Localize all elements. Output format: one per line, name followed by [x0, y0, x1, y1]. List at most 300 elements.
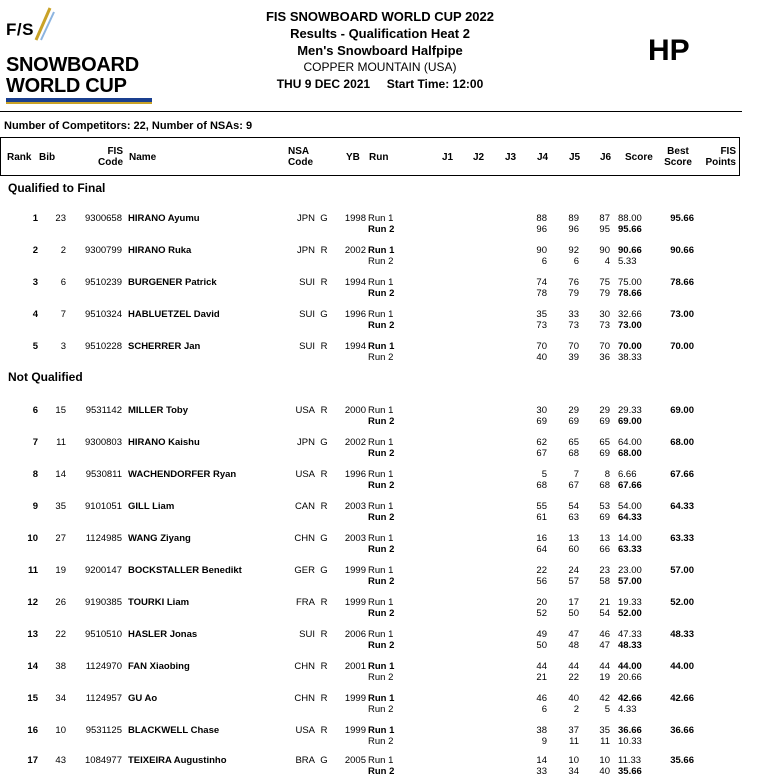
- judge-4-score: 35: [536, 309, 547, 320]
- judge-4-score: 70: [536, 341, 547, 352]
- judge-6-score: 10: [599, 755, 610, 766]
- row-rank: 2: [32, 245, 38, 256]
- judge-6-score: 23: [599, 565, 610, 576]
- judge-5-score: 54: [568, 501, 579, 512]
- run-score: 90.66: [618, 245, 642, 256]
- row-best-score: 48.33: [670, 629, 694, 640]
- judge-4-score: 90: [536, 245, 547, 256]
- row-bib: 7: [60, 309, 66, 320]
- judge-5-score: 92: [568, 245, 579, 256]
- run-label: Run 2: [368, 704, 394, 715]
- col-j4: J4: [537, 152, 549, 163]
- run-label: Run 1: [368, 469, 394, 480]
- logo-line-1: SNOWBOARD: [6, 54, 139, 76]
- run-score: 47.33: [618, 629, 642, 640]
- row-bib: 3: [60, 341, 66, 352]
- judge-6-score: 4: [604, 256, 610, 267]
- row-rank: 7: [32, 437, 38, 448]
- col-best-score-1: Best: [667, 146, 689, 157]
- judge-6-score: 73: [599, 320, 610, 331]
- row-fis-code: 9101051: [85, 501, 122, 512]
- row-nsa-code: JPN: [297, 245, 315, 256]
- row-year-born: 1996: [344, 469, 366, 480]
- judge-5-score: 10: [568, 755, 579, 766]
- row-bib: 22: [55, 629, 66, 640]
- event-date: THU 9 DEC 2021: [276, 77, 371, 91]
- judge-6-score: 69: [599, 512, 610, 523]
- judge-6-score: 53: [599, 501, 610, 512]
- row-stance: R: [320, 245, 328, 256]
- row-year-born: 2006: [344, 629, 366, 640]
- judge-5-score: 6: [573, 256, 579, 267]
- judge-6-score: 11: [600, 736, 610, 747]
- judge-4-score: 96: [536, 224, 547, 235]
- judge-5-score: 69: [568, 416, 579, 427]
- row-bib: 6: [60, 277, 66, 288]
- event-header: [230, 8, 530, 93]
- run-score: 10.33: [618, 736, 642, 747]
- run-score: 19.33: [618, 597, 642, 608]
- judge-6-score: 46: [599, 629, 610, 640]
- run-score: 48.33: [618, 640, 642, 651]
- row-fis-code: 1124985: [85, 533, 122, 544]
- row-athlete-name: HABLUETZEL David: [128, 309, 220, 320]
- row-rank: 3: [32, 277, 38, 288]
- row-rank: 8: [32, 469, 38, 480]
- row-rank: 17: [27, 755, 38, 766]
- row-rank: 4: [32, 309, 38, 320]
- run-score: 63.33: [618, 544, 642, 555]
- row-athlete-name: MILLER Toby: [128, 405, 188, 416]
- row-rank: 9: [32, 501, 38, 512]
- judge-6-score: 40: [599, 766, 610, 777]
- run-label: Run 1: [368, 693, 395, 704]
- row-stance: R: [320, 629, 328, 640]
- judge-6-score: 30: [599, 309, 610, 320]
- run-label: Run 1: [368, 597, 394, 608]
- judge-4-score: 73: [536, 320, 547, 331]
- row-year-born: 2005: [344, 755, 366, 766]
- row-best-score: 63.33: [670, 533, 694, 544]
- row-bib: 35: [55, 501, 66, 512]
- row-fis-code: 1084977: [85, 755, 122, 766]
- judge-6-score: 42: [599, 693, 610, 704]
- row-fis-code: 9510510: [85, 629, 122, 640]
- row-fis-code: 9200147: [85, 565, 122, 576]
- event-title: FIS SNOWBOARD WORLD CUP 2022: [265, 9, 494, 24]
- row-year-born: 1999: [344, 597, 366, 608]
- run-score: 73.00: [618, 320, 642, 331]
- row-rank: 12: [27, 597, 38, 608]
- judge-5-score: 73: [568, 320, 579, 331]
- run-score: 69.00: [618, 416, 642, 427]
- run-score: 67.66: [618, 480, 642, 491]
- run-score: 68.00: [618, 448, 642, 459]
- judge-5-score: 63: [568, 512, 579, 523]
- judge-5-score: 40: [568, 693, 579, 704]
- run-label: Run 1: [368, 277, 394, 288]
- judge-4-score: 55: [536, 501, 547, 512]
- judge-5-score: 76: [568, 277, 579, 288]
- judge-5-score: 34: [568, 766, 579, 777]
- row-best-score: 52.00: [670, 597, 694, 608]
- run-label: Run 1: [368, 437, 394, 448]
- run-label: Run 1: [368, 629, 394, 640]
- judge-5-score: 50: [568, 608, 579, 619]
- judge-6-score: 69: [599, 448, 610, 459]
- row-best-score: 44.00: [670, 661, 694, 672]
- row-fis-code: 9510228: [85, 341, 122, 352]
- col-fis-code-2: Code: [98, 157, 123, 168]
- judge-5-score: 17: [568, 597, 579, 608]
- col-j5: J5: [569, 152, 581, 163]
- judge-4-score: 16: [536, 533, 547, 544]
- row-year-born: 2001: [344, 661, 366, 672]
- row-stance: G: [320, 565, 328, 576]
- judge-4-score: 68: [536, 480, 547, 491]
- row-year-born: 1998: [344, 213, 366, 224]
- judge-4-score: 6: [541, 256, 547, 267]
- judge-4-score: 33: [536, 766, 547, 777]
- row-fis-code: 9300658: [85, 213, 122, 224]
- row-best-score: 73.00: [670, 309, 694, 320]
- run-label: Run 2: [368, 352, 394, 363]
- row-nsa-code: SUI: [299, 309, 315, 320]
- judge-4-score: 88: [536, 213, 547, 224]
- judge-4-score: 6: [541, 704, 547, 715]
- judge-6-score: 70: [599, 341, 610, 352]
- judge-6-score: 65: [599, 437, 610, 448]
- row-year-born: 1996: [344, 309, 366, 320]
- row-fis-code: 9510239: [85, 277, 122, 288]
- logo-line-2: WORLD CUP: [6, 75, 127, 97]
- row-best-score: 35.66: [670, 755, 694, 766]
- discipline-code: HP: [648, 34, 690, 67]
- competitors-summary: Number of Competitors: 22, Number of NSAs: 9: [4, 120, 253, 132]
- row-rank: 14: [27, 661, 38, 672]
- judge-5-score: 29: [568, 405, 579, 416]
- run-label: Run 2: [368, 416, 395, 427]
- row-bib: 23: [55, 213, 66, 224]
- row-bib: 15: [55, 405, 66, 416]
- col-j3: J3: [505, 152, 517, 163]
- judge-6-score: 54: [599, 608, 610, 619]
- row-athlete-name: GILL Liam: [128, 501, 175, 512]
- judge-5-score: 79: [568, 288, 579, 299]
- judge-5-score: 47: [568, 629, 579, 640]
- row-fis-code: 9190385: [85, 597, 122, 608]
- judge-4-score: 64: [536, 544, 547, 555]
- judge-4-score: 67: [536, 448, 547, 459]
- row-year-born: 1994: [344, 277, 366, 288]
- col-name: Name: [129, 152, 157, 163]
- judge-5-score: 44: [568, 661, 579, 672]
- row-nsa-code: SUI: [299, 341, 315, 352]
- run-label: Run 2: [368, 448, 395, 459]
- judge-4-score: 46: [536, 693, 547, 704]
- run-label: Run 1: [368, 213, 394, 224]
- run-score: 14.00: [618, 533, 642, 544]
- col-j6: J6: [600, 152, 612, 163]
- row-athlete-name: WANG Ziyang: [128, 533, 191, 544]
- row-fis-code: 9510324: [85, 309, 122, 320]
- row-nsa-code: SUI: [299, 629, 315, 640]
- row-stance: R: [320, 501, 328, 512]
- row-nsa-code: JPN: [297, 437, 315, 448]
- run-score: 11.33: [618, 755, 642, 766]
- judge-4-score: 5: [541, 469, 547, 480]
- judge-6-score: 35: [599, 725, 610, 736]
- run-label: Run 1: [368, 565, 394, 576]
- col-j1: J1: [442, 152, 454, 163]
- judge-6-score: 44: [599, 661, 610, 672]
- row-nsa-code: CHN: [294, 661, 315, 672]
- row-bib: 10: [55, 725, 66, 736]
- judge-6-score: 75: [599, 277, 610, 288]
- judge-5-score: 37: [568, 725, 579, 736]
- row-rank: 6: [32, 405, 38, 416]
- row-athlete-name: FAN Xiaobing: [128, 661, 190, 672]
- row-bib: 38: [55, 661, 66, 672]
- run-score: 29.33: [618, 405, 642, 416]
- run-label: Run 1: [368, 661, 395, 672]
- judge-6-score: 29: [599, 405, 610, 416]
- row-nsa-code: CAN: [294, 501, 315, 512]
- run-label: Run 1: [368, 533, 394, 544]
- judge-6-score: 66: [599, 544, 610, 555]
- run-score: 78.66: [618, 288, 642, 299]
- run-score: 52.00: [618, 608, 642, 619]
- judge-5-score: 89: [568, 213, 579, 224]
- judge-5-score: 7: [573, 469, 579, 480]
- run-label: Run 1: [368, 341, 395, 352]
- fis-logo-swoosh-icon: [34, 6, 56, 42]
- event-venue: COPPER MOUNTAIN (USA): [303, 60, 457, 74]
- fis-snowboard-logo: [6, 6, 156, 104]
- row-athlete-name: HASLER Jonas: [128, 629, 198, 640]
- run-label: Run 2: [368, 544, 395, 555]
- run-score: 95.66: [618, 224, 642, 235]
- row-stance: G: [320, 755, 328, 766]
- col-fis-points-1: FIS: [720, 146, 736, 157]
- header-divider: [0, 111, 742, 112]
- run-score: 35.66: [618, 766, 642, 777]
- judge-6-score: 58: [599, 576, 610, 587]
- row-nsa-code: USA: [295, 469, 315, 480]
- row-year-born: 2003: [344, 501, 366, 512]
- row-nsa-code: SUI: [299, 277, 315, 288]
- col-fis-points-2: Points: [705, 157, 736, 168]
- row-fis-code: 1124970: [85, 661, 122, 672]
- row-fis-code: 9300799: [85, 245, 122, 256]
- judge-4-score: 22: [536, 565, 547, 576]
- judge-6-score: 19: [599, 672, 610, 683]
- judge-4-score: 61: [536, 512, 547, 523]
- row-nsa-code: GER: [294, 565, 315, 576]
- row-stance: R: [320, 693, 328, 704]
- run-score: 32.66: [618, 309, 642, 320]
- row-bib: 19: [55, 565, 66, 576]
- judge-4-score: 78: [536, 288, 547, 299]
- run-score: 42.66: [618, 693, 642, 704]
- row-best-score: 42.66: [670, 693, 694, 704]
- event-discipline: Men's Snowboard Halfpipe: [297, 43, 463, 58]
- row-best-score: 67.66: [670, 469, 694, 480]
- col-best-score-2: Score: [664, 157, 692, 168]
- row-rank: 1: [32, 213, 38, 224]
- judge-5-score: 57: [568, 576, 579, 587]
- run-label: Run 2: [368, 320, 395, 331]
- run-score: 54.00: [618, 501, 642, 512]
- run-label: Run 2: [368, 288, 395, 299]
- judge-4-score: 50: [536, 640, 547, 651]
- row-stance: G: [320, 533, 328, 544]
- judge-4-score: 20: [536, 597, 547, 608]
- run-label: Run 1: [368, 405, 394, 416]
- judge-4-score: 44: [536, 661, 547, 672]
- judge-6-score: 13: [599, 533, 610, 544]
- run-label: Run 1: [368, 755, 394, 766]
- run-label: Run 2: [368, 672, 394, 683]
- row-rank: 15: [27, 693, 38, 704]
- row-best-score: 78.66: [670, 277, 694, 288]
- run-label: Run 2: [368, 224, 395, 235]
- judge-5-score: 65: [568, 437, 579, 448]
- run-score: 70.00: [618, 341, 642, 352]
- judge-6-score: 47: [599, 640, 610, 651]
- judge-5-score: 39: [568, 352, 579, 363]
- row-fis-code: 9300803: [85, 437, 122, 448]
- judge-5-score: 33: [568, 309, 579, 320]
- logo-fis-text: F/S: [6, 20, 34, 39]
- judge-5-score: 67: [568, 480, 579, 491]
- row-athlete-name: GU Ao: [128, 693, 158, 704]
- run-score: 23.00: [618, 565, 642, 576]
- row-stance: G: [320, 309, 328, 320]
- run-label: Run 1: [368, 309, 394, 320]
- judge-6-score: 68: [599, 480, 610, 491]
- judge-4-score: 62: [536, 437, 547, 448]
- judge-6-score: 69: [599, 416, 610, 427]
- row-year-born: 1999: [344, 693, 366, 704]
- row-nsa-code: JPN: [297, 213, 315, 224]
- row-athlete-name: TEIXEIRA Augustinho: [128, 755, 227, 766]
- row-best-score: 64.33: [670, 501, 694, 512]
- judge-6-score: 90: [599, 245, 610, 256]
- col-score: Score: [625, 152, 653, 163]
- row-best-score: 90.66: [670, 245, 694, 256]
- row-best-score: 68.00: [670, 437, 694, 448]
- judge-4-score: 74: [536, 277, 547, 288]
- judge-4-score: 40: [536, 352, 547, 363]
- judge-4-score: 52: [536, 608, 547, 619]
- col-fis-code-1: FIS: [107, 146, 123, 157]
- row-stance: R: [320, 405, 328, 416]
- row-nsa-code: CHN: [294, 693, 315, 704]
- row-athlete-name: HIRANO Ruka: [128, 245, 192, 256]
- judge-4-score: 30: [536, 405, 547, 416]
- run-score: 57.00: [618, 576, 642, 587]
- run-score: 64.33: [618, 512, 642, 523]
- row-year-born: 1999: [344, 565, 366, 576]
- row-nsa-code: BRA: [295, 755, 315, 766]
- row-stance: R: [320, 277, 328, 288]
- event-start-time: Start Time: 12:00: [386, 77, 484, 91]
- judge-6-score: 21: [599, 597, 610, 608]
- run-label: Run 2: [368, 640, 395, 651]
- row-athlete-name: BURGENER Patrick: [128, 277, 217, 288]
- judge-4-score: 9: [541, 736, 547, 747]
- row-year-born: 1999: [344, 725, 366, 736]
- row-year-born: 1994: [344, 341, 366, 352]
- col-j2: J2: [473, 152, 485, 163]
- judge-5-score: 22: [568, 672, 579, 683]
- run-score: 4.33: [618, 704, 637, 715]
- row-best-score: 95.66: [670, 213, 694, 224]
- row-best-score: 69.00: [670, 405, 694, 416]
- row-stance: R: [320, 469, 328, 480]
- row-bib: 14: [55, 469, 66, 480]
- run-score: 38.33: [618, 352, 642, 363]
- row-bib: 43: [55, 755, 66, 766]
- run-label: Run 1: [368, 725, 395, 736]
- row-year-born: 2003: [344, 533, 366, 544]
- judge-6-score: 5: [604, 704, 610, 715]
- row-year-born: 2002: [344, 245, 366, 256]
- judge-4-score: 21: [536, 672, 547, 683]
- row-athlete-name: SCHERRER Jan: [128, 341, 201, 352]
- judge-5-score: 60: [568, 544, 579, 555]
- row-stance: R: [320, 725, 328, 736]
- run-label: Run 1: [368, 245, 395, 256]
- judge-6-score: 79: [599, 288, 610, 299]
- judge-4-score: 14: [536, 755, 547, 766]
- row-stance: G: [320, 437, 328, 448]
- judge-4-score: 56: [536, 576, 547, 587]
- run-score: 75.00: [618, 277, 642, 288]
- col-yb: YB: [346, 152, 360, 163]
- row-athlete-name: BOCKSTALLER Benedikt: [128, 565, 242, 576]
- row-bib: 26: [55, 597, 66, 608]
- run-label: Run 2: [368, 608, 395, 619]
- judge-5-score: 13: [568, 533, 579, 544]
- row-rank: 13: [27, 629, 38, 640]
- row-best-score: 57.00: [670, 565, 694, 576]
- run-score: 36.66: [618, 725, 642, 736]
- judge-6-score: 87: [599, 213, 610, 224]
- row-best-score: 36.66: [670, 725, 694, 736]
- row-rank: 10: [27, 533, 38, 544]
- row-best-score: 70.00: [670, 341, 694, 352]
- row-rank: 16: [27, 725, 38, 736]
- row-nsa-code: USA: [295, 405, 315, 416]
- row-athlete-name: TOURKI Liam: [128, 597, 190, 608]
- row-year-born: 2000: [344, 405, 366, 416]
- judge-5-score: 2: [573, 704, 579, 715]
- row-athlete-name: WACHENDORFER Ryan: [128, 469, 237, 480]
- judge-5-score: 24: [568, 565, 579, 576]
- row-stance: G: [320, 213, 328, 224]
- col-run: Run: [369, 152, 389, 163]
- judge-5-score: 11: [569, 736, 579, 747]
- row-rank: 5: [32, 341, 38, 352]
- row-bib: 34: [55, 693, 66, 704]
- judge-5-score: 70: [568, 341, 579, 352]
- row-bib: 2: [60, 245, 66, 256]
- run-score: 5.33: [618, 256, 637, 267]
- row-fis-code: 1124957: [85, 693, 122, 704]
- judge-5-score: 96: [568, 224, 579, 235]
